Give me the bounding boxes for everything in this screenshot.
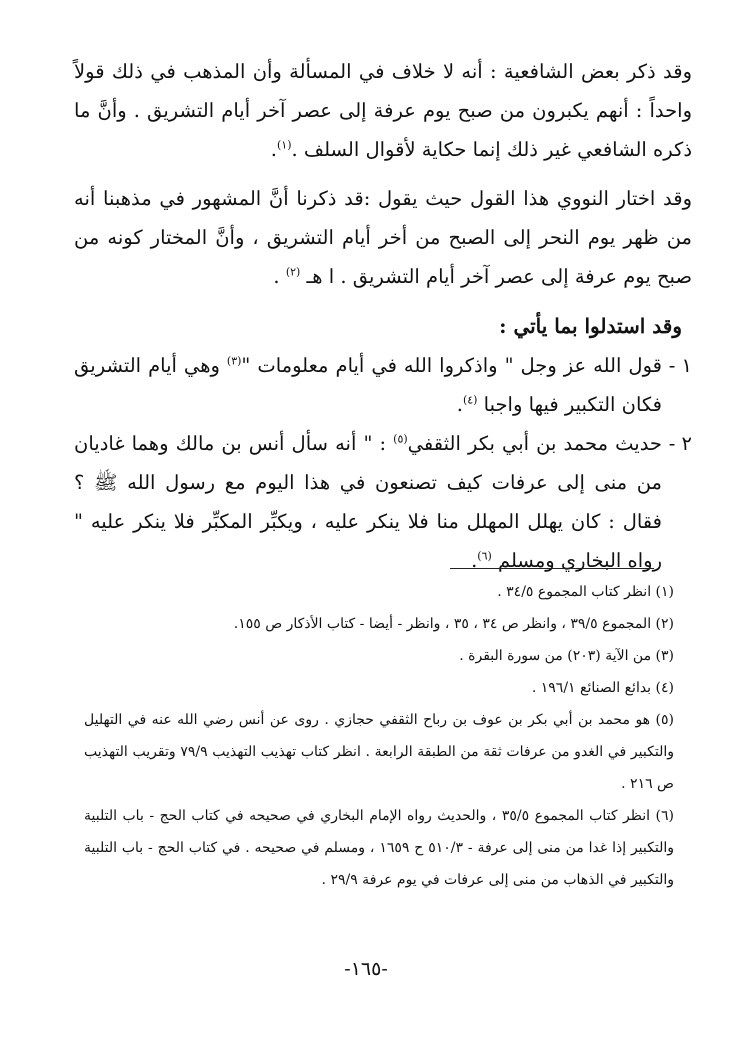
footnote-separator — [450, 568, 654, 569]
paragraph-1-text: وقد ذكر بعض الشافعية : أنه لا خلاف في المسألة وأن المذهب في ذلك قولاً واحداً : أنهم يكبرون من صبح يوم عرفة إلى عصر آخر أيام التشريق . وأنَّ ما ذكره الشافعي غير ذلك إنما حكاية لأقوال السلف . — [74, 60, 692, 161]
footnote-5: (٥) هو محمد بن أبي بكر بن عوف بن رباح الثقفي حجازي . روى عن أنس رضي الله عنه في التهليل والتكبير في الغدو من عرفات ثقة من الطبقة الرابعة . انظر كتاب تهذيب التهذيب ٧٩/٩ وتقريب التهذيب ص ٢١٦ . — [84, 712, 674, 792]
section-heading: وقد استدلوا بما يأتي : — [499, 314, 682, 338]
footnote-2: (٢) المجموع ٣٩/٥ ، وانظر ص ٣٤ ، ٣٥ ، وانظر - أيضا - كتاب الأذكار ص ١٥٥. — [233, 616, 674, 632]
footnote-ref-2: (٢) — [285, 265, 301, 279]
evidence-item-2: ٢ - حديث محمد بن أبي بكر الثقفي$^{(٥)}$ : " أنه سأل أنس بن مالك وهما غاديان من منى إلى عرفات كيف تصنعون في هذا اليوم مع رسول الله ﷺ ؟ فقال : كان يهلل المهلل منا فلا ينكر عليه ، ويكبِّر المكبِّر فلا ينكر عليه " رواه البخاري ومسلم $^{(٦)}$. — [74, 424, 692, 580]
footnote-6: (٦) انظر كتاب المجموع ٣٥/٥ ، والحديث رواه الإمام البخاري في صحيحه في كتاب الحج - باب التلبية والتكبير إذا غدا من منى إلى عرفة - ٥١٠/٣ ح ١٦٥٩ ، ومسلم في صحيحه . في كتاب الحج - باب التلبية والتكبير في الذهاب من منى إلى عرفات في يوم عرفة ٢٩/٩ . — [84, 808, 675, 888]
footnote-1: (١) انظر كتاب المجموع ٣٤/٥ . — [497, 584, 674, 600]
footnotes — [84, 576, 674, 896]
paragraph-1: وقد ذكر بعض الشافعية : أنه لا خلاف في المسألة وأن المذهب في ذلك قولاً واحداً : أنهم يكبرون من صبح يوم عرفة إلى عصر آخر أيام التشريق . وأنَّ ما ذكره الشافعي غير ذلك إنما حكاية لأقوال السلف .$^{(١)}$. — [74, 60, 692, 161]
page-number: -١٦٥- — [344, 958, 388, 980]
item-1-text-b: وهي أيام التشريق فكان التكبير فيها واجبا — [74, 354, 662, 416]
item-1-number: ١ - — [668, 354, 692, 377]
footnote-ref-3: (٣) — [226, 354, 242, 368]
evidence-item-1: ١ - قول الله عز وجل " واذكروا الله في أيام معلومات "$^{(٣)}$ وهي أيام التشريق فكان التكبير فيها واجبا $^{(٤)}$. — [74, 346, 692, 424]
paragraph-2-text: وقد اختار النووي هذا القول حيث يقول :قد ذكرنا أنَّ المشهور في مذهبنا أنه من ظهر يوم النحر إلى الصبح من أخر أيام التشريق ، وأنَّ المختار كونه من صبح يوم عرفة إلى عصر آخر أيام التشريق . ا هـ — [74, 187, 692, 288]
item-2-text-b: : " أنه سأل أنس بن مالك وهما غاديان من منى إلى عرفات كيف تصنعون في هذا اليوم مع رسول الله ﷺ ؟ فقال : كان يهلل المهلل منا فلا ينكر عليه ، ويكبِّر المكبِّر فلا ينكر عليه " رواه البخاري ومسلم — [74, 432, 662, 572]
item-2-text-a: حديث محمد بن أبي بكر الثقفي — [407, 432, 662, 455]
footnote-ref-1: (١) — [276, 138, 292, 152]
main-text — [74, 52, 692, 580]
item-2-number: ٢ - — [668, 432, 692, 455]
item-1-text-a: قول الله عز وجل " واذكروا الله في أيام معلومات " — [241, 354, 662, 377]
footnote-4: (٤) بدائع الصنائع ١٩٦/١ . — [531, 680, 674, 696]
paragraph-2: وقد اختار النووي هذا القول حيث يقول :قد ذكرنا أنَّ المشهور في مذهبنا أنه من ظهر يوم النحر إلى الصبح من أخر أيام التشريق ، وأنَّ المختار كونه من صبح يوم عرفة إلى عصر آخر أيام التشريق . ا هـ $^{(٢)}$ . — [74, 187, 692, 288]
footnote-ref-4: (٤) — [462, 393, 478, 407]
footnote-ref-6: (٦) — [477, 549, 492, 563]
footnote-ref-5: (٥) — [393, 432, 408, 446]
footnote-3: (٣) من الآية (٢٠٣) من سورة البقرة . — [459, 648, 674, 664]
